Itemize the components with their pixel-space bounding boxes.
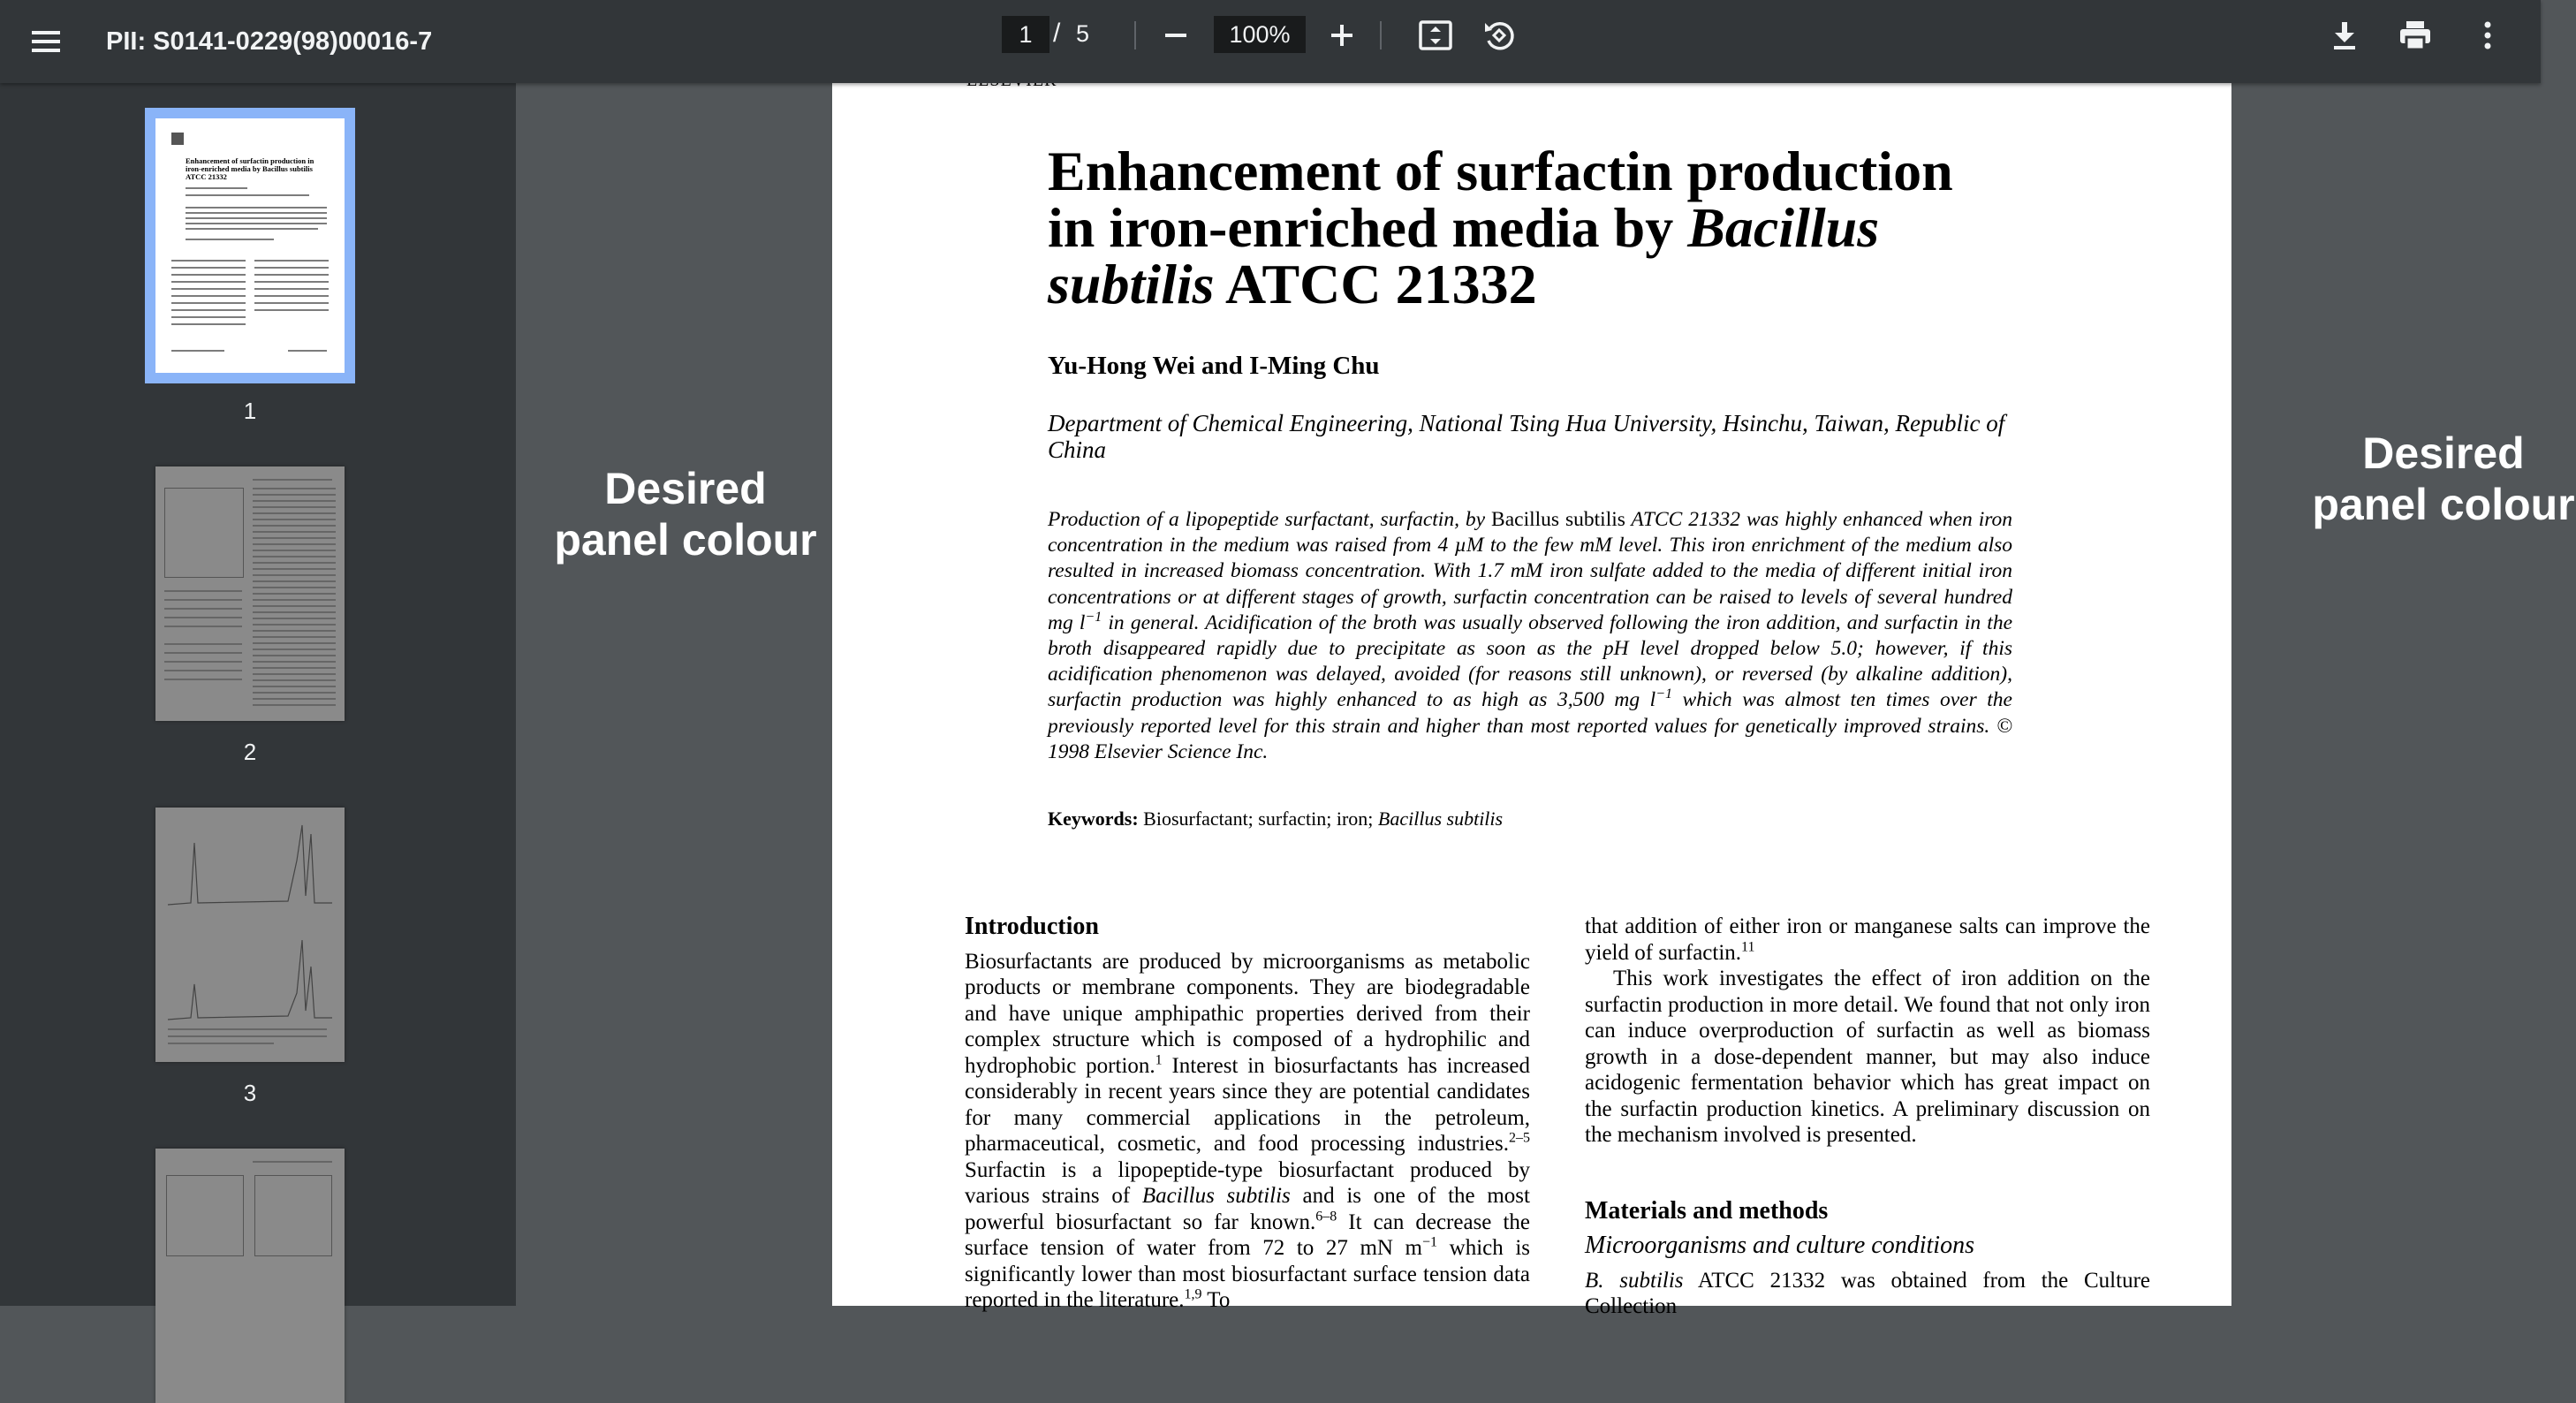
page-number-input[interactable] [1002, 16, 1049, 53]
print-icon [2398, 19, 2432, 51]
more-vert-icon [2483, 20, 2492, 50]
thumbnail-figure [164, 488, 244, 578]
article-keywords: Keywords: Biosurfactant; surfactin; iron; Bacillus subtilis [1048, 808, 1504, 830]
thumbnail-sidebar [0, 83, 516, 1306]
thumbnail-number: 1 [243, 398, 257, 424]
page-thumbnail-3[interactable] [155, 808, 345, 1062]
page-thumbnail-4[interactable] [155, 1149, 345, 1403]
methods-subheading: Microorganisms and culture conditions [1585, 1232, 1974, 1259]
right-panel-annotation: Desired panel colour [2312, 428, 2575, 529]
zoom-out-button[interactable] [1148, 12, 1203, 58]
paragraph: B. subtilis ATCC 21332 was obtained from the Culture Collection [1585, 1268, 2150, 1318]
article-affiliation: Department of Chemical Engineering, National Tsing Hua University, Hsinchu, Taiwan, Republic of China [1048, 410, 2005, 463]
right-text-column [1585, 914, 2150, 1320]
thumbnail-number: 2 [243, 739, 257, 765]
print-button[interactable] [2389, 11, 2442, 60]
zoom-in-button[interactable] [1315, 12, 1369, 58]
zoom-level-input[interactable] [1214, 16, 1306, 53]
page-separator: / [1053, 19, 1061, 48]
thumbnail-figure [166, 1175, 244, 1256]
paragraph: that addition of either iron or manganese salts can improve the yield of surfactin.$^{11}$ [1585, 914, 2150, 965]
plus-icon [1330, 23, 1354, 48]
pdf-toolbar [0, 0, 2541, 83]
left-text-column [965, 914, 1530, 1314]
article-authors: Yu-Hong Wei and I-Ming Chu [1048, 352, 1380, 380]
download-icon [2331, 20, 2358, 50]
left-panel-annotation: Desired panel colour [554, 464, 817, 565]
page-thumbnail-1[interactable] [155, 118, 345, 373]
paragraph: This work investigates the effect of iron addition on the surfactin production in more detail. We found that not only iron can induce overproduction of surfactin as well as biomass growth in a dose-dependent manner, but may also induce acidogenic fermentation behavior which has great impact on the surfactin production kinetics. A preliminary discussion on the mechanism involved is presented. [1585, 967, 2150, 1147]
more-options-button[interactable] [2465, 11, 2511, 60]
menu-icon[interactable] [19, 15, 72, 68]
thumbnail-figure [254, 1175, 332, 1256]
minus-icon [1163, 23, 1188, 48]
fit-to-page-button[interactable] [1408, 11, 1463, 60]
introduction-heading: Introduction [965, 913, 1099, 940]
thumbnail-chromatogram [155, 808, 345, 1062]
toolbar-divider [1380, 21, 1382, 49]
pdf-page [832, 83, 2231, 1318]
article-title: Enhancement of surfactin production in iron-enriched media by Bacillus subtilis ATCC 21332 [1048, 140, 1953, 315]
toolbar-divider [1134, 21, 1136, 49]
rotate-button[interactable] [1472, 11, 1527, 60]
thumbnail-text-column [253, 488, 336, 709]
methods-heading: Materials and methods [1585, 1196, 1829, 1225]
rotate-icon [1481, 18, 1517, 53]
thumbnail-number: 3 [243, 1080, 257, 1106]
fit-page-icon [1419, 20, 1452, 50]
thumbnail-title: Enhancement of surfactin production in iron-enriched media by Bacillus subtilis ATCC 21332 [186, 156, 314, 181]
download-button[interactable] [2320, 11, 2369, 60]
total-pages: 5 [1076, 20, 1090, 47]
article-abstract: Production of a lipopeptide surfactant, surfactin, by Bacillus subtilis ATCC 21332 was highly enhanced when iron concentration in the medium was raised from 4 µM to the few mM level. This iron enrichment of the medium also resulted in increased biomass concentration. With 1.7 mM iron sulfate added to the media of different initial iron concentrations or at different stages of growth, surfactin concentration can be raised to levels of several hundred mg $l^{-1}$ in general. Acidification of the broth was usually observed following the iron addition, and surfactin in the broth disappeared rapidly due to precipitate as soon as the pH level dropped below 5.0; however, if this acidification phenomenon was delayed, avoided (for reasons still unknown), or reversed (by alkaline addition), surfactin production was highly enhanced to as high as 3,500 mg $l^{-1}$ which was almost ten times over the previously reported level for this strain and higher than most reported values for genetically improved strains. © 1998 Elsevier Science Inc. [1048, 508, 2013, 763]
page-thumbnail-2[interactable] [155, 466, 345, 721]
introduction-paragraph: Biosurfactants are produced by microorganisms as metabolic products or membrane components. They are biodegradable and have unique amphipathic properties derived from their complex structure which is composed of a hydrophilic and hydrophobic portion.$^1$ Interest in biosurfactants has increased considerably in recent years since they are potential candidates for many commercial applications in the petroleum, pharmaceutical, cosmetic, and food processing industries.$^{2-5}$ Surfactin is a lipopeptide-type biosurfactant produced by various strains of Bacillus subtilis and is one of the most powerful biosurfactant so far known.$^{6-8}$ It can decrease the surface tension of water from 72 to 27 mN $m^{-1}$ which is significantly lower than most biosurfactant surface tension data reported in the literature.$^{1,9}$ To [965, 949, 1530, 1312]
publisher-logo [171, 133, 184, 145]
document-title: PII: S0141-0229(98)00016-7 [106, 27, 433, 56]
